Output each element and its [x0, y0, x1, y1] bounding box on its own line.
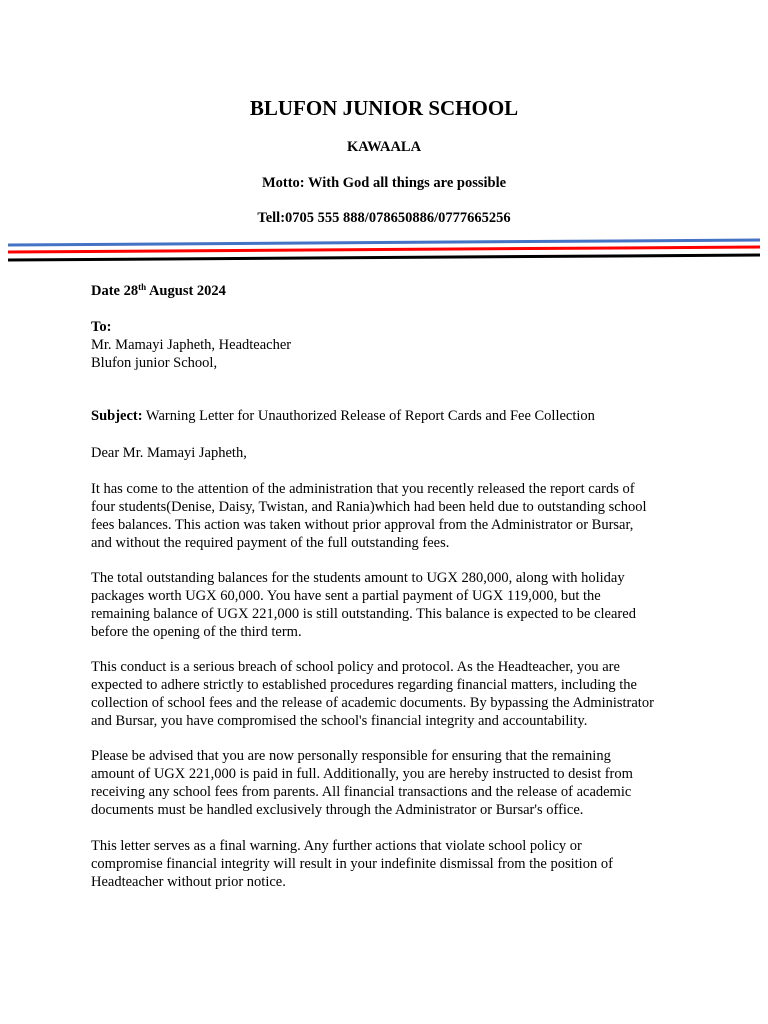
paragraph-line: remaining balance of UGX 221,000 is still outstanding. This balance is expected to be cleared	[91, 606, 636, 622]
divider-black-line	[8, 255, 760, 260]
paragraph-line: This letter serves as a final warning. Any further actions that violate school policy or	[91, 838, 582, 854]
divider-red-line	[8, 247, 760, 252]
school-motto: Motto: With God all things are possible	[261, 175, 507, 191]
paragraph-line: Please be advised that you are now personally responsible for ensuring that the remaining	[91, 748, 611, 764]
paragraph-line: receiving any school fees from parents. All financial transactions and the release of academic	[91, 784, 632, 800]
paragraph-line: collection of school fees and the release of academic documents. By bypassing the Administrator	[91, 695, 654, 711]
body-paragraph	[91, 658, 691, 730]
paragraph-line: It has come to the attention of the administration that you recently released the report cards of	[91, 481, 635, 497]
paragraph-line: expected to adhere strictly to established procedures regarding financial matters, including the	[91, 677, 637, 693]
paragraph-line: amount of UGX 221,000 is paid in full. Additionally, you are hereby instructed to desist from	[91, 766, 633, 782]
paragraph-line: The total outstanding balances for the students amount to UGX 280,000, along with holiday	[91, 570, 625, 586]
school-location: KAWAALA	[346, 139, 422, 155]
body-paragraph	[91, 480, 691, 552]
subject-text: Warning Letter for Unauthorized Release of Report Cards and Fee Collection	[142, 408, 595, 424]
paragraph-line: four students(Denise, Daisy, Twistan, and Rania)which had been held due to outstanding school	[91, 499, 647, 515]
body-paragraph	[91, 569, 691, 641]
subject-label: Subject:	[91, 408, 143, 424]
body-paragraph	[91, 747, 691, 819]
school-telephone: Tell:0705 555 888/078650886/0777665256	[257, 210, 511, 226]
salutation: Dear Mr. Mamayi Japheth,	[91, 445, 247, 461]
school-name: BLUFON JUNIOR SCHOOL	[249, 96, 519, 120]
date-prefix: Date 28	[91, 283, 139, 299]
date-rest: August 2024	[146, 283, 226, 299]
divider-blue-line	[8, 240, 760, 245]
recipient-line: Blufon junior School,	[91, 355, 218, 371]
body-paragraph	[91, 837, 691, 891]
letterhead-divider	[0, 236, 768, 266]
paragraph-line: packages worth UGX 60,000. You have sent a partial payment of UGX 119,000, but the	[91, 588, 601, 604]
paragraph-line: documents must be handled exclusively through the Administrator or Bursar's office.	[91, 802, 584, 818]
recipient-block	[91, 318, 691, 372]
paragraph-line: before the opening of the third term.	[91, 624, 302, 640]
paragraph-line: compromise financial integrity will result in your indefinite dismissal from the position of	[91, 856, 613, 872]
letter-date	[91, 282, 691, 300]
paragraph-line: and Bursar, you have compromised the school's financial integrity and accountability.	[91, 713, 588, 729]
paragraph-line: and without the required payment of the full outstanding fees.	[91, 535, 450, 551]
recipient-label: To:	[91, 319, 112, 335]
recipient-line: Mr. Mamayi Japheth, Headteacher	[91, 337, 292, 353]
paragraph-line: Headteacher without prior notice.	[91, 874, 286, 890]
paragraph-line: This conduct is a serious breach of school policy and protocol. As the Headteacher, you are	[91, 659, 620, 675]
letter-subject	[91, 407, 691, 425]
paragraph-line: fees balances. This action was taken without prior approval from the Administrator or Bursar,	[91, 517, 634, 533]
date-ordinal: th	[138, 282, 147, 292]
